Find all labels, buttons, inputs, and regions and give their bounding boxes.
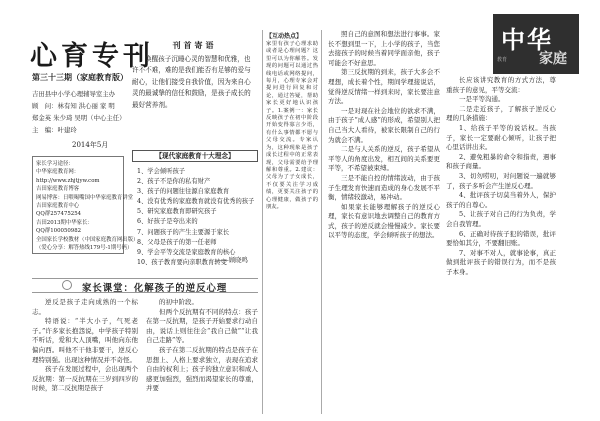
list-item: 5、研究家庭教育即研究孩子	[137, 208, 217, 216]
paragraph: 特语说：“半大小子，气死老子。”许多家长抱怨说，中学孩子特别不听话，爱和大人顶嘴，叫他向东他偏向西。叫他不干他非要干，逆反心理特别强。出现这种情况并不奇怪。	[32, 317, 138, 364]
lesson-title: 家长课堂：化解孩子的逆反心理	[82, 283, 228, 294]
contact-line: QQ群100050982	[36, 228, 82, 235]
logo-main-text: 中华	[501, 25, 553, 54]
masthead-title: 心育专刊	[30, 41, 154, 72]
article-column-3	[328, 30, 440, 241]
paragraph: 1、给孩子平等的说话权。当孩子，家长一定要耐心倾听，让孩子把心里话讲出来。	[446, 123, 556, 152]
paragraph: 4、批评孩子切莫当着外人，保护孩子的自尊心。	[446, 191, 556, 209]
logo-sub-text: 家庭	[539, 51, 567, 67]
ornament-icon	[62, 280, 72, 290]
editor-message	[132, 40, 257, 145]
list-item: 4、没有优秀的家庭教育就没有优秀的孩子	[137, 198, 255, 206]
principles-signature: ——顾晓鸣	[216, 256, 248, 264]
paragraph: 二是走近孩子，了解孩子逆反心理的几条措施：	[446, 104, 556, 123]
sidebar-text: 家里有孩子心理求助或者是心理问题？这里可以为你解答。发现的问题可以通过热线电话或网络提问，每月，心理专家会对提问进行回复和讨论，通过答疑，帮助家长更好地认识孩子。1.案例一：家长反映孩子在初中阶段开始变得寡言少语，有什么事情都不愿与父母交流。专家认为，这种现象是孩子成长过程中的正常表现，父母需要给予理解和尊重。2.建议：父母为了子女成长，不仅要关注学习成绩，更要关注孩子的心理健康，做孩子的朋友。	[266, 41, 318, 210]
principles-title: 【现代家庭教育十大理念】	[132, 150, 258, 162]
paragraph: 长应该讲究教育的方式方法，尊重孩子的意见，平等交流：	[446, 76, 556, 94]
brand-logo	[493, 14, 579, 74]
paragraph: 5、让孩子对自己的行为负责，学会自我管理。	[446, 210, 556, 228]
paragraph: 孩子在第二反抗期的特点是孩子在思想上、人格上要求独立，表现在追求自由的权利上；孩子的独立意识和成人感更加强烈，强烈而渴望家长的尊重，并要	[146, 345, 258, 393]
paragraph: 二是与人关系的逆反，孩子希望从平等人的角度出发，相互间的关系要更平等，不希望被束缚。	[328, 145, 440, 173]
lesson-column-right	[146, 298, 258, 394]
paragraph: 3、切勿唠叨，对问题说一遍就够了，孩子多听会产生逆反心理。	[446, 171, 556, 190]
paragraph: 第三反抗期的到来，孩子大多会不理想，成长着个性，期间学理接说话，觉得逆反情绪一样到来时，家长要注意方法。	[328, 68, 440, 106]
contact-line: （爱心分享：解答热线179号-1期号码）	[36, 245, 133, 252]
paragraph: 三是不能自控的情绪波动，由于孩子生理发育快速而造成的身心发展不平衡，情绪较激动，易冲动。	[328, 173, 440, 202]
list-item: 3、孩子的问题往往源自家庭教育	[137, 188, 230, 196]
contact-line: 全国家长学校教材（中国家庭教育网出版）	[36, 236, 139, 243]
contact-box	[32, 156, 139, 254]
contact-line: 吉田家庭教育中心	[36, 203, 80, 210]
paragraph: 一是对现在社会地位的欲求不满，由于孩子“成人感”的形成，希望别人把自己当大人看待，被家长限制自己的行为就会不满。	[328, 106, 440, 144]
paragraph: 2、避免粗暴的命令和指责，遇事和孩子商量。	[446, 152, 556, 171]
contact-line: 家长学习途径：	[36, 161, 74, 167]
issue-date: 2014年5月	[72, 141, 109, 149]
paragraph: 孩子在发展过程中，会出现两个反抗期：第一反抗期在三岁到四岁的时候，第二反抗期是孩子	[32, 365, 138, 393]
list-item: 2、孩子不是你的私有财产	[137, 178, 211, 186]
paragraph: 照自己的意图和想法进行事事。家长不想到里一下，上小学的孩子，当您去接孩子的时候当着同学面亲他，孩子可能会不好意思。	[328, 30, 440, 67]
paragraph: 如果家长能够理解孩子的逆反心理，家长有意识地去调整自己的教育方式，孩子的逆反就会慢慢减少。家长要以平等的态度，学会倾听孩子的想法。	[328, 202, 440, 240]
contact-link[interactable]: http://www.zhjtjyw.com	[36, 177, 100, 184]
info-line: 吉田县中小学心理辅导室主办	[32, 90, 116, 98]
paragraph: 7、对事不对人，就事论事，真正做到批评孩子的错误行为，而不是孩子本身。	[446, 248, 556, 276]
list-item: 7、问题孩子的产生主要源于家长	[137, 228, 230, 236]
paragraph: 但两个反抗期有不同的特点：孩子在第一反抗期，是孩子开始要求行动自由，说话上则往往会“我自己做”“让我自己走路”等。	[146, 307, 258, 345]
lesson-banner	[32, 278, 258, 293]
sidebar-heading: 【互动热点】	[266, 33, 303, 40]
sidebar-column	[262, 30, 322, 414]
list-item: 9、学会平等交流是家庭教育的核心	[137, 248, 236, 256]
list-item: 6、好孩子是夸出来的	[137, 218, 198, 226]
logo-small-text: 教育	[497, 57, 508, 63]
principles-list	[137, 167, 259, 268]
editor-message-body: 唤醒孩子沉睡心灵的智慧和优雅，也许不不难，难的是我们能否有足够的爱与耐心，让他们接受自我价值，因为来自心灵的最诚挚的信任和鼓励，是孩子成长的最好营养剂。	[132, 55, 251, 109]
paragraph: 逆反是孩子走向成熟的一个标志。	[32, 298, 138, 316]
contact-line: 中华家庭教育网：	[36, 169, 80, 176]
paragraph: 一是平等沟通。	[459, 95, 505, 104]
contact-line: 吉田家庭教育博客	[36, 186, 80, 193]
contact-line: 网易博客：日喂喝嘴国中华家庭教育讲堂	[36, 194, 134, 201]
info-line: 顾 问：林有知 洪心丽 家 明	[32, 102, 115, 110]
lesson-column-left	[32, 298, 138, 394]
contact-line: 吉田2013期中华家长：	[36, 219, 93, 226]
contact-line: QQ群257475254	[36, 211, 82, 218]
list-item: 1、学会倾听孩子	[137, 168, 186, 175]
list-item: 10、孩子教育要向亲职教育转变	[137, 258, 227, 266]
paragraph: 6、正确对待孩子犯的错误，批评要恰如其分，不要翻旧账。	[446, 229, 556, 248]
info-line: 郑金英 朱少琦 吴明（中心主任）	[32, 114, 126, 122]
info-line: 主 编：叶建玲	[32, 126, 77, 134]
editor-message-title: 刊首寄语	[172, 40, 217, 50]
paragraph: 的初中阶段。	[159, 298, 198, 306]
list-item: 8、父母是孩子的第一任老师	[137, 238, 217, 246]
issue-label: 第三十三期（家庭教育版）	[32, 72, 128, 82]
